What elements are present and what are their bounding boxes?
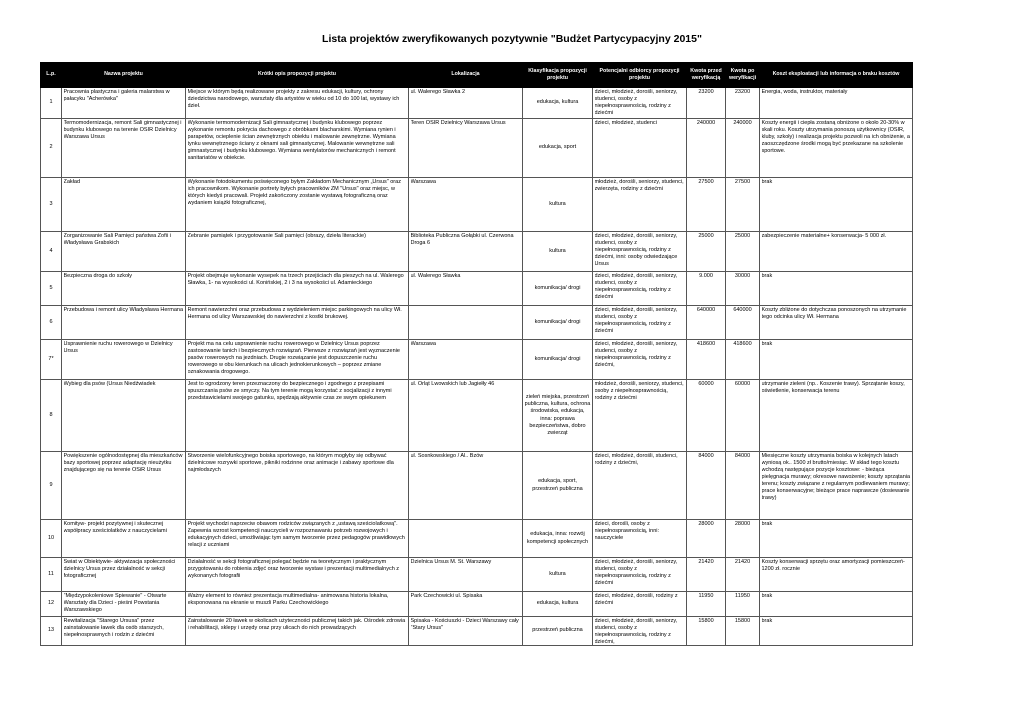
cell-text: Wykonanie termomodernizacji Sali gimnastycznej i budynku klubowego poprzez wykonanie remontu pokrycia dachowego z obróbkami blacharskimi. Wymiana rynien i parapetów, ocieplenie ścian zewnętrznych obiektu i malowanie zewnętrzne. Wymiana tynku wewnętrznego ściany z oknami sali gimnastycznej. Malowanie wewnętrzne sali gimnastycznej i budynku klubowego. Wymiana wentylatorów mechanicznych i remont sanitariatów w obiekcie. xyxy=(187,119,396,162)
cell-kwota-po xyxy=(726,617,760,646)
cell-text: 240000 xyxy=(696,119,716,126)
table-row xyxy=(41,178,913,232)
cell-text: Przebudowa i remont ulicy Władysława Hermana xyxy=(63,306,184,313)
cell-kwota-przed xyxy=(687,272,726,306)
cell-kwota-przed xyxy=(687,306,726,340)
cell-kwota-po xyxy=(726,232,760,272)
cell-koszt xyxy=(760,88,913,119)
cell-text: Zakład xyxy=(63,178,81,185)
cell-koszt xyxy=(760,380,913,452)
cell-kwota-po xyxy=(726,272,760,306)
cell-text: dzieci, młodzież, dorośli, studenci, rodziny z dziećmi, xyxy=(594,452,678,466)
cell-text: Świat w Obiektywie- aktywizacja społeczności dzielnicy Ursus przez działalność w sekcji fotograficznej xyxy=(63,558,176,579)
cell-text: brak xyxy=(761,520,773,527)
cell-nazwa xyxy=(62,178,186,232)
cell-nazwa xyxy=(62,272,186,306)
cell-text: 15800 xyxy=(734,617,751,624)
cell-odbiorcy xyxy=(593,558,687,592)
table-row xyxy=(41,558,913,592)
cell-lokalizacja xyxy=(409,617,523,646)
cell-opis xyxy=(186,558,409,592)
cell-text: dzieci, młodzież, dorośli, rodziny z dziećmi xyxy=(594,592,678,606)
cell-klasyfikacja xyxy=(523,558,593,592)
cell-text: 23200 xyxy=(698,88,714,95)
cell-kwota-po xyxy=(726,558,760,592)
table-row xyxy=(41,232,913,272)
cell-klasyfikacja xyxy=(523,306,593,340)
cell-text: 4 xyxy=(49,247,53,254)
cell-text: komunikacja/ drogi xyxy=(534,355,581,362)
cell-text: edukacja, sport xyxy=(538,144,577,151)
cell-text: dzieci, młodzież, dorośli, seniorzy, studenci, osoby z niepełnosprawnością, rodziny z dziećmi xyxy=(594,306,678,334)
header-nazwa: Nazwa projektu xyxy=(62,63,186,88)
header-odbiorcy: Potencjalni odbiorcy propozycji projektu xyxy=(593,63,687,88)
cell-text: Zorganizowanie Sali Pamięci państwa Zofii i Władysława Grabskich xyxy=(63,232,171,246)
cell-nazwa xyxy=(62,617,186,646)
cell-opis xyxy=(186,232,409,272)
cell-opis xyxy=(186,272,409,306)
cell-opis xyxy=(186,178,409,232)
cell-kwota-po xyxy=(726,340,760,380)
cell-text: 6 xyxy=(49,318,53,325)
cell-text: Remont nawierzchni oraz przebudowa z wydzieleniem miejsc parkingowych na ulicy Wł. Hermana od ulicy Warszawskiej do nawierzchni z kostki brukowej. xyxy=(187,306,402,320)
cell-kwota-przed xyxy=(687,380,726,452)
cell-text: Teren OSIR Dzielnicy Warszawa Ursus xyxy=(410,119,506,126)
cell-text: 25000 xyxy=(734,232,751,239)
cell-opis xyxy=(186,306,409,340)
cell-text: młodzież, dorośli, seniorzy, studenci, osoby z niepełnosprawnością, rodziny z dziećmi xyxy=(594,380,684,401)
cell-text: 1 xyxy=(49,99,53,106)
cell-text: Biblioteka Publiczna Gołąbki ul. Czerwona Droga 6 xyxy=(410,232,514,246)
cell-text: 9 xyxy=(49,481,53,488)
table-row xyxy=(41,272,913,306)
cell-text: 10 xyxy=(47,534,55,541)
cell-lp xyxy=(41,272,62,306)
header-koszt: Koszt eksploatacji lub informacja o braku kosztów xyxy=(760,63,913,88)
cell-odbiorcy xyxy=(593,232,687,272)
cell-text: 30000 xyxy=(734,272,751,279)
cell-text: 11950 xyxy=(735,592,750,599)
cell-klasyfikacja xyxy=(523,88,593,119)
cell-text: edukacja, inna: rozwój kompetencji społecznych xyxy=(526,531,589,545)
cell-nazwa xyxy=(62,558,186,592)
cell-lokalizacja xyxy=(409,232,523,272)
cell-koszt xyxy=(760,558,913,592)
cell-opis xyxy=(186,452,409,520)
cell-lokalizacja xyxy=(409,272,523,306)
cell-klasyfikacja xyxy=(523,520,593,558)
cell-kwota-po xyxy=(726,178,760,232)
cell-text: Projekt ma na celu usprawnienie ruchu rowerowego w Dzielnicy Ursus poprzez zastosowanie tanich i bezpiecznych rozwiązań. Pierwsze z rozwiązań jest wyznaczenie pasów rowerowych na jezdniach. Drugie rozwiązanie jest dopuszczenie ruchu rowerowego w obu kierunkach na ulicach jednokierunkowych – poprzez zmiane oznakowania drogowego. xyxy=(187,340,400,376)
cell-kwota-przed xyxy=(687,520,726,558)
projects-table xyxy=(40,62,913,646)
cell-text: brak xyxy=(761,340,773,347)
cell-kwota-przed xyxy=(687,617,726,646)
cell-text: dzieci, dorośli, osoby z niepełnosprawnością, inni: nauczyciele xyxy=(594,520,660,541)
cell-kwota-po xyxy=(726,380,760,452)
cell-kwota-przed xyxy=(687,452,726,520)
cell-koszt xyxy=(760,592,913,617)
cell-kwota-po xyxy=(726,452,760,520)
cell-kwota-po xyxy=(726,119,760,178)
cell-text: 15800 xyxy=(698,617,714,624)
cell-text: dzieci, młodzież, dorośli, seniorzy, studenci, osoby z niepełnosprawnością, rodziny z dziećmi xyxy=(594,558,678,586)
cell-text: Termomodernizacja, remont Sali gimnastycznej i budynku klubowego na terenie OSIR Dzielnicy Warszawa Ursus xyxy=(63,119,182,140)
cell-text: Jest to ogrodzony teren przeznaczony do bezpiecznego i zgodnego z przepisami spuszczania psów ze smyczy. Na tym terenie mogą korzystać z socjalizacji z innymi przedstawicielami swojego gatunku, spędzają aktywnie czas ze swym opiekunem xyxy=(187,380,392,401)
table-row xyxy=(41,592,913,617)
cell-text: Bezpieczna droga do szkoły xyxy=(63,272,132,279)
cell-text: kultura xyxy=(549,247,566,254)
cell-text: kultura xyxy=(549,570,566,577)
header-kwota-po: Kwota po weryfikacji xyxy=(726,63,760,88)
cell-text: brak xyxy=(761,592,773,599)
cell-text: dzieci, młodzież, dorośli, seniorzy, studenci, osoby z niepełnosprawnością, rodziny z dziećmi, inni: osoby odwiedzające Ursus xyxy=(594,232,678,268)
cell-text: Warszawa xyxy=(410,178,436,185)
cell-lokalizacja xyxy=(409,340,523,380)
cell-kwota-po xyxy=(726,88,760,119)
cell-text: Energia, woda, instruktor, materiały xyxy=(761,88,848,95)
cell-text: Pracownia plastyczna i galeria malarstwa w pałacyku "Acherówka" xyxy=(63,88,170,102)
cell-text: Koszty konserwacji sprzętu oraz amortyzacji pomieszczeń- 1200 zł. rocznie xyxy=(761,558,905,572)
cell-opis xyxy=(186,340,409,380)
cell-kwota-przed xyxy=(687,340,726,380)
cell-lp xyxy=(41,558,62,592)
cell-text: 8 xyxy=(49,411,53,418)
cell-odbiorcy xyxy=(593,340,687,380)
cell-text: Koszty energii i ciepła zostaną obniżone o około 20-30% w skali roku. Koszty utrzymania ponoszą użytkownicy (OSIR, kluby, szkoły) i realizacja projektu pozwoli na ich obniżenie, a zaoszczędzone środki mogą być przekazane na szkolenie sportowe. xyxy=(761,119,910,155)
cell-text: brak xyxy=(761,617,773,624)
cell-odbiorcy xyxy=(593,592,687,617)
cell-text: zabezpieczenie materiałne+ konserwacja- 5 000 zł. xyxy=(761,232,887,239)
cell-kwota-przed xyxy=(687,558,726,592)
header-kwota-przed: Kwota przed weryfikacją xyxy=(687,63,726,88)
cell-text: dzieci, młodzież, dorośli, seniorzy, studenci, osoby z niepełnosprawnością, rodziny z dziećmi, xyxy=(594,340,678,368)
cell-text: kultura xyxy=(549,200,566,207)
cell-lp xyxy=(41,592,62,617)
cell-klasyfikacja xyxy=(523,380,593,452)
cell-klasyfikacja xyxy=(523,178,593,232)
cell-text: 11950 xyxy=(698,592,714,599)
cell-text: 21420 xyxy=(734,558,751,565)
cell-text: dzieci, młodzież, studenci xyxy=(594,119,657,126)
cell-lp xyxy=(41,178,62,232)
cell-text: ul. Walerego Sławka xyxy=(410,272,461,279)
cell-text: 21420 xyxy=(698,558,714,565)
cell-lp xyxy=(41,380,62,452)
cell-lokalizacja xyxy=(409,520,523,558)
table-row xyxy=(41,119,913,178)
cell-text: brak xyxy=(761,272,773,279)
table-row xyxy=(41,520,913,558)
cell-text: Rewitalizacja "Starego Ursusa" przez zainstalowanie ławek dla osób starszych, niepełnosprawnych i rodzin z dziećmi xyxy=(63,617,164,638)
cell-text: Koszty zbliżone do dotychczas ponoszonych na utrzymanie tego odcinka ulicy Wł. Hermana xyxy=(761,306,907,320)
cell-odbiorcy xyxy=(593,119,687,178)
cell-kwota-przed xyxy=(687,88,726,119)
cell-text: dzieci, młodzież, dorośli, seniorzy, studenci, osoby z niepełnosprawnością, rodziny z dziećmi, xyxy=(594,617,678,645)
cell-text: Działalność w sekcji fotograficznej polegać będzie na teoretycznym i praktycznym przygotowaniu do robienia zdjęć oraz tworzenie wystaw i prezentacji multimedialnych z wykonanych fotografii xyxy=(187,558,400,579)
cell-opis xyxy=(186,380,409,452)
cell-text: Dzielnica Ursus M. St. Warszawy xyxy=(410,558,492,565)
cell-lokalizacja xyxy=(409,592,523,617)
cell-text: Wykonanie fotodokumentu poświęconego byłym Zakładom Mechanicznym „Ursus" oraz ich pracownikom. Wykonanie portrety byłych pracowników ZM "Ursus" oraz miejsc, w których kiedyś pracowali. Projekt zakończony zostanie wystawą fotograficzną oraz wydaniem książki fotograficznej, xyxy=(187,178,401,206)
cell-koszt xyxy=(760,452,913,520)
cell-text: dzieci, młodzież, dorośli, seniorzy, studenci, osoby z niepełnosprawnością, rodziny z dziećmi xyxy=(594,272,678,300)
cell-odbiorcy xyxy=(593,272,687,306)
cell-lp xyxy=(41,520,62,558)
cell-kwota-przed xyxy=(687,232,726,272)
cell-text: młodzież, dorośli, seniorzy, studenci, zwierzęta, rodziny z dziećmi xyxy=(594,178,684,192)
cell-koszt xyxy=(760,178,913,232)
cell-odbiorcy xyxy=(593,452,687,520)
cell-text: 60000 xyxy=(734,380,751,387)
cell-kwota-przed xyxy=(687,119,726,178)
cell-koszt xyxy=(760,340,913,380)
cell-odbiorcy xyxy=(593,178,687,232)
cell-lokalizacja xyxy=(409,119,523,178)
cell-klasyfikacja xyxy=(523,232,593,272)
cell-text: Miejsce w którym będą realizowane projekty z zakresu edukacji, kultury, ochrony dziedzictwa narodowego, warsztaty dla artystów w wieku od 10 do 100 lat, wystawy ich dzieł. xyxy=(187,88,400,109)
table-row xyxy=(41,617,913,646)
table-header-row xyxy=(41,63,913,88)
cell-kwota-przed xyxy=(687,592,726,617)
cell-koszt xyxy=(760,617,913,646)
cell-kwota-po xyxy=(726,520,760,558)
cell-text: 28000 xyxy=(698,520,714,527)
cell-text: Wybieg dla psów (Ursus Niedźwiadek xyxy=(63,380,156,387)
cell-koszt xyxy=(760,272,913,306)
cell-text: 3 xyxy=(49,200,53,207)
cell-text: przestrzeń publiczna xyxy=(532,627,583,634)
cell-opis xyxy=(186,119,409,178)
cell-opis xyxy=(186,617,409,646)
cell-text: Projekt obejmuje wykonanie wysepek na trzech przejściach dla pieszych na ul. Walerego Sławka, 1- na wysokości ul. Konińskiej, 2 i 3 na wysokości ul. Adamieckiego xyxy=(187,272,404,286)
cell-klasyfikacja xyxy=(523,452,593,520)
cell-nazwa xyxy=(62,592,186,617)
cell-text: 27500 xyxy=(734,178,751,185)
cell-lp xyxy=(41,88,62,119)
table-row xyxy=(41,380,913,452)
cell-text: utrzymanie zieleni (np.. Koszenie trawy). Sprzątanie koszy, oświetlenie, konserwacja terenu xyxy=(761,380,905,394)
table-row xyxy=(41,452,913,520)
cell-odbiorcy xyxy=(593,306,687,340)
cell-text: edukacja, kultura xyxy=(536,600,579,607)
cell-text: 11 xyxy=(48,570,54,577)
cell-opis xyxy=(186,88,409,119)
cell-text: Miesięczne koszty utrzymania boiska w kolejnych latach wyniosą ok.. 1500 zł brutto/miesiąc. W skład tego kosztu wchodzą następujące pozycje kosztowe: - bieżąca pielęgnacja murawy; okresowe nawożenie; koszty sprzątania terenu; koszty związane z regularnym podlewaniem murawy; prace konserwacyjne; bieżące prace naprawcze (dosiewanie trawy) xyxy=(761,452,911,502)
cell-klasyfikacja xyxy=(523,592,593,617)
cell-text: Park Czechowicki ul. Spisaka xyxy=(410,592,483,599)
cell-kwota-przed xyxy=(687,178,726,232)
table-row xyxy=(41,306,913,340)
cell-nazwa xyxy=(62,88,186,119)
cell-text: 23200 xyxy=(734,88,751,95)
cell-text: Usprawnienie ruchu rowerowego w Dzielnicy Ursus xyxy=(63,340,173,354)
cell-koszt xyxy=(760,520,913,558)
table-body xyxy=(41,88,913,646)
cell-text: 640000 xyxy=(696,306,716,313)
cell-lp xyxy=(41,232,62,272)
cell-lokalizacja xyxy=(409,88,523,119)
cell-nazwa xyxy=(62,340,186,380)
cell-text: 640000 xyxy=(733,306,752,313)
cell-text: Komityw- projekt pozytywnej i skutecznej współpracy sześciolatków z nauczycielami xyxy=(63,520,167,534)
cell-opis xyxy=(186,520,409,558)
cell-text: 418600 xyxy=(733,340,752,347)
cell-text: 25000 xyxy=(698,232,714,239)
cell-text: Ważny element to również prezentacja multimedialna- animowana historia lokalna, eksponowana na ekranie w muszli Parku Czechowickiego xyxy=(187,592,389,606)
cell-lokalizacja xyxy=(409,380,523,452)
cell-text: 28000 xyxy=(734,520,751,527)
cell-text: ul. Sosnkowskiego / Al.. Bzów xyxy=(410,452,484,459)
cell-text: 27500 xyxy=(698,178,714,185)
cell-koszt xyxy=(760,232,913,272)
cell-lp xyxy=(41,306,62,340)
cell-nazwa xyxy=(62,452,186,520)
cell-text: Zebranie pamiątek i przygotowanie Sali pamięci (obrazy, dzieła literackie) xyxy=(187,232,366,239)
cell-klasyfikacja xyxy=(523,119,593,178)
cell-text: Powiększenie ogólnodostępnej dla mieszkańców bazy sportowej poprzez adaptację nieużytku znajdującego się na terenie OSiR Ursus xyxy=(63,452,183,473)
cell-text: zieleń miejska, przestrzeń publiczna, kultura, ochrona środowiska, edukacja, inna: poprawa bezpieczeństwa, dobro zwierząt xyxy=(524,394,591,436)
cell-text: Zainstalowanie 20 ławek w okolicach użyteczności publicznej takich jak. Ośrodek zdrowia i rehabilitacji, sklepy i urzędy oraz przy ulicach do nich prowadzących xyxy=(187,617,406,631)
cell-text: ul. Orląt Lwowskich lub Jagiełły 46 xyxy=(410,380,495,387)
cell-text: Projekt wychodzi naprzeciw obawom rodziców związanych z „ustawą sześciolatkową". Zapewnia wzrost kompetencji nauczycieli w rozpoznawaniu potrzeb rozwojowych i edukacyjnych dzieci, umożliwiając tym samym tworzenie przez pedagogów prawidłowych relacji z uczniami xyxy=(187,520,405,548)
cell-nazwa xyxy=(62,119,186,178)
cell-lp xyxy=(41,119,62,178)
cell-nazwa xyxy=(62,232,186,272)
cell-text: 418600 xyxy=(696,340,716,347)
cell-klasyfikacja xyxy=(523,617,593,646)
cell-text: Stworzenie wielofunkcyjnego boiska sportowego, na którym mogłyby się odbywać dzielnicowe rozrywki sportowe, pikniki rodzinne oraz animacje i zabawy sportowe dla najmłodszych xyxy=(187,452,394,473)
table-row xyxy=(41,88,913,119)
cell-odbiorcy xyxy=(593,617,687,646)
cell-text: 84000 xyxy=(734,452,751,459)
cell-lokalizacja xyxy=(409,558,523,592)
cell-text: komunikacja/ drogi xyxy=(534,284,581,291)
cell-text: 5 xyxy=(49,284,53,291)
cell-kwota-po xyxy=(726,306,760,340)
cell-text: ul. Walerego Sławka 2 xyxy=(410,88,466,95)
table-row xyxy=(41,340,913,380)
cell-nazwa xyxy=(62,306,186,340)
cell-text: Spisaka - Kościuszki - Dzieci Warszawy cały "Stary Ursus" xyxy=(410,617,519,631)
cell-odbiorcy xyxy=(593,88,687,119)
cell-lp xyxy=(41,617,62,646)
cell-text: dzieci, młodzież, dorośli, seniorzy, studenci, osoby z niepełnosprawnością, rodziny z dziećmi xyxy=(594,88,678,116)
cell-text: 12 xyxy=(47,600,55,607)
cell-opis xyxy=(186,592,409,617)
cell-text: 13 xyxy=(47,627,55,634)
cell-lp xyxy=(41,340,62,380)
cell-nazwa xyxy=(62,380,186,452)
cell-text: 84000 xyxy=(698,452,714,459)
cell-koszt xyxy=(760,306,913,340)
cell-text: Warszawa xyxy=(410,340,436,347)
cell-text: brak xyxy=(761,178,773,185)
cell-odbiorcy xyxy=(593,520,687,558)
document-title: Lista projektów zweryfikowanych pozytywnie "Budżet Partycypacyjny 2015" xyxy=(322,33,702,45)
cell-text: 2 xyxy=(49,144,53,151)
cell-nazwa xyxy=(62,520,186,558)
header-lokalizacja: Lokalizacja xyxy=(409,63,523,88)
cell-text: 7* xyxy=(48,355,54,362)
cell-odbiorcy xyxy=(593,380,687,452)
cell-lokalizacja xyxy=(409,178,523,232)
cell-text: 60000 xyxy=(698,380,714,387)
cell-klasyfikacja xyxy=(523,272,593,306)
cell-text: edukacja, sport, przestrzeń publiczna xyxy=(532,478,583,492)
header-opis: Krótki opis propozycji projektu xyxy=(186,63,409,88)
cell-text: edukacja, kultura xyxy=(536,99,579,106)
header-klasyfikacja: Klasyfikacja propozycji projektu xyxy=(523,63,593,88)
cell-text: "Międzypokoleniowe Śpiewanie" - Otwarte Warsztaty dla Dzieci - pieśni Powstania Warszawskiego xyxy=(63,592,167,613)
cell-kwota-po xyxy=(726,592,760,617)
cell-lp xyxy=(41,452,62,520)
cell-text: 240000 xyxy=(733,119,752,126)
cell-text: 9.000 xyxy=(699,272,713,279)
cell-lokalizacja xyxy=(409,452,523,520)
cell-koszt xyxy=(760,119,913,178)
cell-text: komunikacja/ drogi xyxy=(534,318,581,325)
cell-lokalizacja xyxy=(409,306,523,340)
cell-klasyfikacja xyxy=(523,340,593,380)
header-lp: L.p. xyxy=(41,63,62,88)
